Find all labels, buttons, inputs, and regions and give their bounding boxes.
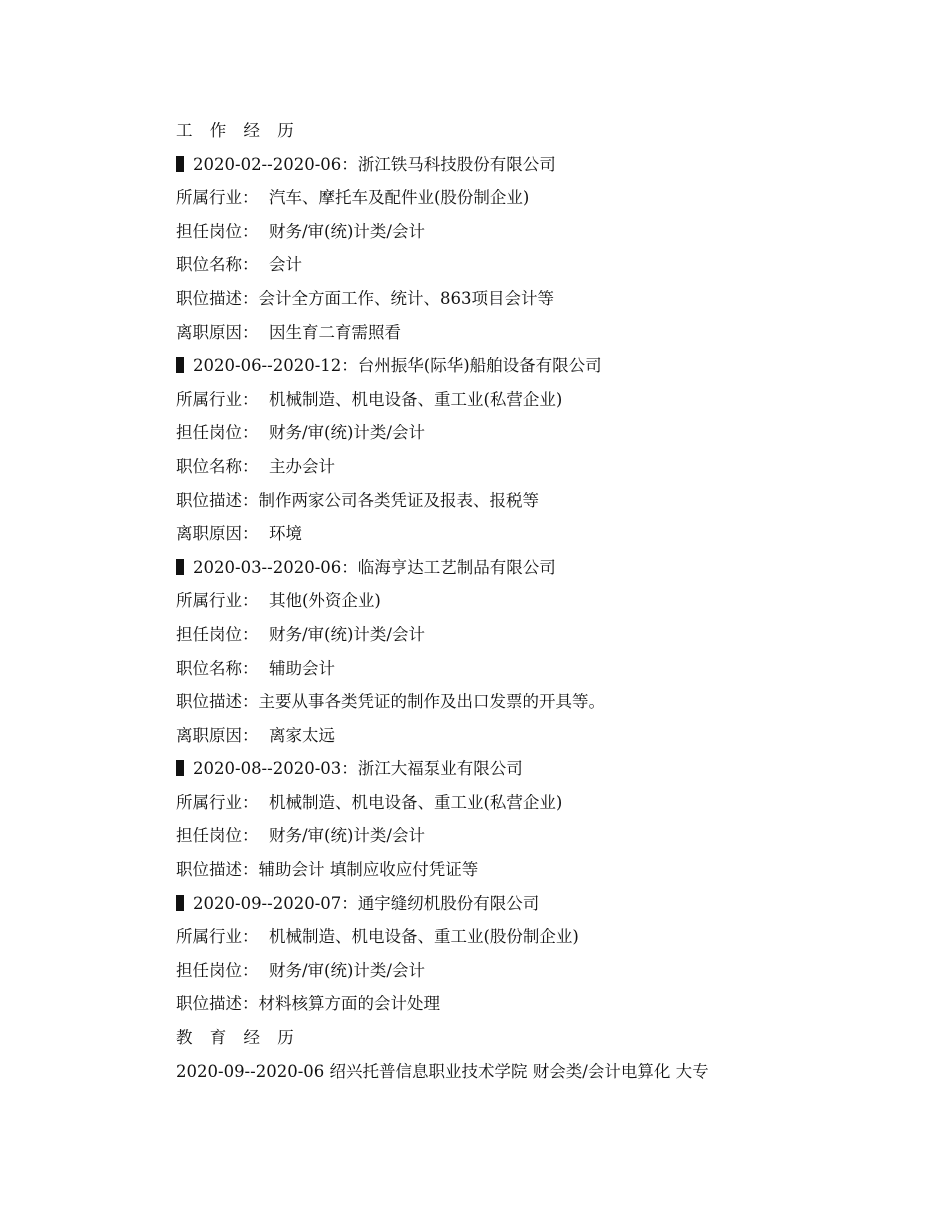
job-field-value: 辅助会计 填制应收应付凭证等	[258, 860, 479, 880]
job-field	[176, 954, 876, 988]
job-field-label: 所属行业：	[176, 792, 259, 812]
job-field	[176, 819, 876, 853]
job-header	[176, 887, 876, 921]
education-heading	[176, 1021, 876, 1055]
job-field-value: 机械制造、机电设备、重工业(股份制企业)	[258, 927, 579, 947]
job-field	[176, 383, 876, 417]
job-field-label: 职位名称：	[176, 658, 259, 678]
job-field-value: 主办会计	[258, 456, 335, 476]
job-field-value: 财务/审(统)计类/会计	[258, 221, 425, 241]
job-field-value: 材料核算方面的会计处理	[258, 994, 440, 1014]
job-field	[176, 685, 876, 719]
job-field	[176, 282, 876, 316]
job-field-value: 机械制造、机电设备、重工业(私营企业)	[258, 389, 563, 409]
job-field-value: 汽车、摩托车及配件业(股份制企业)	[258, 188, 530, 208]
work-experience-heading-text: 工 作 经 历	[176, 121, 300, 140]
job-field-value: 辅助会计	[258, 658, 335, 678]
job-header-text: 2020-03--2020-06：临海亨达工艺制品有限公司	[193, 557, 556, 577]
job-field	[176, 248, 876, 282]
job-field	[176, 416, 876, 450]
job-field-label: 职位描述：	[176, 860, 259, 880]
job-field-label: 职位描述：	[176, 288, 259, 308]
job-field-label: 职位名称：	[176, 255, 259, 275]
job-field-value: 机械制造、机电设备、重工业(私营企业)	[258, 792, 563, 812]
job-field	[176, 181, 876, 215]
square-bullet-icon	[176, 895, 184, 911]
education-heading-text: 教 育 经 历	[176, 1028, 300, 1048]
job-field-label: 担任岗位：	[176, 221, 259, 241]
job-field-label: 职位描述：	[176, 692, 259, 712]
job-field-label: 离职原因：	[176, 725, 259, 745]
job-field-label: 所属行业：	[176, 389, 259, 409]
job-header	[176, 752, 876, 786]
job-field-value: 主要从事各类凭证的制作及出口发票的开具等。	[258, 692, 605, 712]
job-field-label: 职位描述：	[176, 994, 259, 1014]
job-field-label: 离职原因：	[176, 322, 259, 342]
job-field	[176, 652, 876, 686]
job-header-text: 2020-08--2020-03：浙江大福泵业有限公司	[193, 759, 523, 779]
job-header-text: 2020-09--2020-07：通宇缝纫机股份有限公司	[193, 893, 540, 913]
job-field	[176, 215, 876, 249]
job-field-label: 所属行业：	[176, 591, 259, 611]
square-bullet-icon	[176, 357, 184, 373]
job-header	[176, 148, 876, 182]
job-field	[176, 618, 876, 652]
job-field	[176, 450, 876, 484]
job-field-label: 担任岗位：	[176, 423, 259, 443]
job-field-label: 担任岗位：	[176, 624, 259, 644]
job-field-value: 环境	[258, 524, 302, 544]
job-field-value: 会计全方面工作、统计、863项目会计等	[258, 288, 554, 308]
job-header	[176, 551, 876, 585]
education-entry	[176, 1055, 876, 1089]
job-field-value: 其他(外资企业)	[258, 591, 381, 611]
job-field	[176, 484, 876, 518]
job-field	[176, 920, 876, 954]
job-field-value: 离家太远	[258, 725, 335, 745]
job-field-label: 职位名称：	[176, 456, 259, 476]
job-field	[176, 853, 876, 887]
job-field	[176, 584, 876, 618]
job-field-label: 所属行业：	[176, 927, 259, 947]
job-field	[176, 517, 876, 551]
job-header-text: 2020-02--2020-06：浙江铁马科技股份有限公司	[193, 154, 556, 174]
job-field-label: 职位描述：	[176, 490, 259, 510]
job-field-value: 财务/审(统)计类/会计	[258, 960, 425, 980]
square-bullet-icon	[176, 156, 184, 172]
job-field-value: 财务/审(统)计类/会计	[258, 423, 425, 443]
job-list	[176, 148, 876, 1021]
job-field	[176, 316, 876, 350]
resume-page	[176, 114, 876, 1088]
job-field-label: 担任岗位：	[176, 960, 259, 980]
job-field	[176, 987, 876, 1021]
job-field-label: 离职原因：	[176, 524, 259, 544]
work-experience-heading	[176, 114, 876, 148]
square-bullet-icon	[176, 559, 184, 575]
job-field-value: 财务/审(统)计类/会计	[258, 624, 425, 644]
job-field-value: 制作两家公司各类凭证及报表、报税等	[258, 490, 539, 510]
education-entry-text: 2020-09--2020-06 绍兴托普信息职业技术学院 财会类/会计电算化 大专	[176, 1061, 709, 1081]
square-bullet-icon	[176, 760, 184, 776]
job-field-label: 担任岗位：	[176, 826, 259, 846]
job-field-value: 因生育二育需照看	[258, 322, 401, 342]
job-header-text: 2020-06--2020-12：台州振华(际华)船舶设备有限公司	[193, 356, 602, 376]
job-field-value: 财务/审(统)计类/会计	[258, 826, 425, 846]
job-field	[176, 786, 876, 820]
job-field-value: 会计	[258, 255, 302, 275]
job-header	[176, 349, 876, 383]
job-field	[176, 719, 876, 753]
job-field-label: 所属行业：	[176, 188, 259, 208]
